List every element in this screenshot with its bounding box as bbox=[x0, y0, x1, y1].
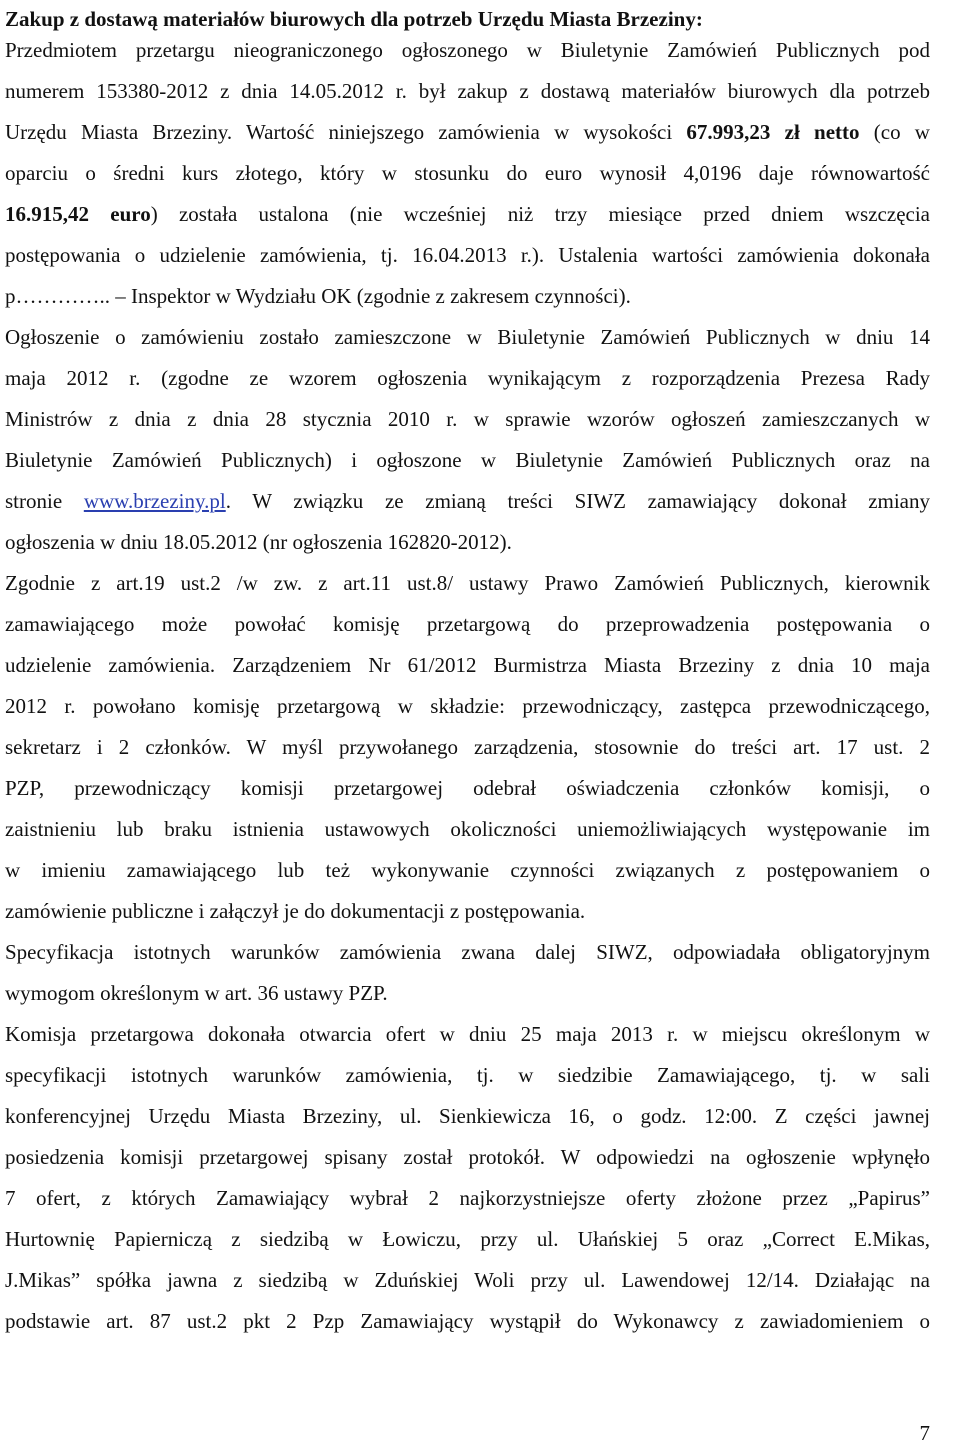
text-line bbox=[5, 194, 930, 235]
text-segment: Ministrów z dnia z dnia 28 stycznia 2010 r. w sprawie wzorów ogłoszeń zamieszczanych w bbox=[5, 407, 930, 431]
text-line bbox=[5, 1096, 930, 1137]
text-line bbox=[5, 440, 930, 481]
text-segment: wymogom określonym w art. 36 ustawy PZP. bbox=[5, 981, 388, 1005]
text-line bbox=[5, 112, 930, 153]
text-segment: podstawie art. 87 ust.2 pkt 2 Pzp Zamawiający wystąpił do Wykonawcy z zawiadomieniem o bbox=[5, 1309, 930, 1333]
text-line bbox=[5, 1014, 930, 1055]
text-line bbox=[5, 1301, 930, 1342]
text-line bbox=[5, 645, 930, 686]
text-line bbox=[5, 932, 930, 973]
text-segment: Komisja przetargowa dokonała otwarcia ofert w dniu 25 maja 2013 r. w miejscu określonym w bbox=[5, 1022, 930, 1046]
text-segment: zamawiającego może powołać komisję przetargową do przeprowadzenia postępowania o bbox=[5, 612, 930, 636]
text-line bbox=[5, 891, 930, 932]
page-number: 7 bbox=[919, 1421, 930, 1445]
text-line bbox=[5, 481, 930, 522]
text-segment: 7 ofert, z których Zamawiający wybrał 2 najkorzystniejsze oferty złożone przez „Papirus” bbox=[5, 1186, 930, 1210]
text-line bbox=[5, 30, 930, 71]
text-segment: ogłoszenia w dniu 18.05.2012 (nr ogłoszenia 162820-2012). bbox=[5, 530, 512, 554]
text-segment: postępowania o udzielenie zamówienia, tj. 16.04.2013 r.). Ustalenia wartości zamówienia dokonała bbox=[5, 243, 930, 267]
text-line bbox=[5, 153, 930, 194]
text-segment: zaistnieniu lub braku istnienia ustawowych okoliczności uniemożliwiających występowanie im bbox=[5, 817, 930, 841]
euro-value-text: 16.915,42 euro bbox=[5, 202, 151, 226]
text-segment: PZP, przewodniczący komisji przetargowej odebrał oświadczenia członków komisji, o bbox=[5, 776, 930, 800]
text-segment: ) została ustalona (nie wcześniej niż trzy miesiące przed dniem wszczęcia bbox=[150, 202, 930, 226]
text-segment: p………….. – Inspektor w Wydziału OK (zgodnie z zakresem czynności). bbox=[5, 284, 631, 308]
text-line bbox=[5, 235, 930, 276]
text-line bbox=[5, 1260, 930, 1301]
text-segment: J.Mikas” spółka jawna z siedzibą w Zduńskiej Woli przy ul. Lawendowej 12/14. Działając na bbox=[5, 1268, 930, 1292]
text-segment: Przedmiotem przetargu nieograniczonego ogłoszonego w Biuletynie Zamówień Publicznych pod bbox=[5, 38, 930, 62]
text-segment: specyfikacji istotnych warunków zamówienia, tj. w siedzibie Zamawiającego, tj. w sali bbox=[5, 1063, 930, 1087]
text-segment: (co w bbox=[859, 120, 930, 144]
website-link[interactable]: www.brzeziny.pl bbox=[83, 489, 226, 513]
text-line bbox=[5, 809, 930, 850]
text-line bbox=[5, 1219, 930, 1260]
text-segment: Urzędu Miasta Brzeziny. Wartość niniejszego zamówienia w wysokości bbox=[5, 120, 687, 144]
text-line bbox=[5, 604, 930, 645]
text-segment: w imieniu zamawiającego lub też wykonywanie czynności związanych z postępowaniem o bbox=[5, 858, 930, 882]
text-line bbox=[5, 1055, 930, 1096]
text-segment: Zgodnie z art.19 ust.2 /w zw. z art.11 ust.8/ ustawy Prawo Zamówień Publicznych, kierownik bbox=[5, 571, 930, 595]
text-segment: . W związku ze zmianą treści SIWZ zamawiający dokonał zmiany bbox=[225, 489, 930, 513]
text-segment: posiedzenia komisji przetargowej spisany został protokół. W odpowiedzi na ogłoszenie wpłynęło bbox=[5, 1145, 930, 1169]
text-line bbox=[5, 973, 930, 1014]
text-line bbox=[5, 686, 930, 727]
text-segment: 2012 r. powołano komisję przetargową w składzie: przewodniczący, zastępca przewodniczącego, bbox=[5, 694, 930, 718]
text-line bbox=[5, 727, 930, 768]
text-line bbox=[5, 71, 930, 112]
text-segment: konferencyjnej Urzędu Miasta Brzeziny, ul. Sienkiewicza 16, o godz. 12:00. Z części jawnej bbox=[5, 1104, 930, 1128]
text-segment: numerem 153380-2012 z dnia 14.05.2012 r. był zakup z dostawą materiałów biurowych dla potrzeb bbox=[5, 79, 930, 103]
text-segment: maja 2012 r. (zgodne ze wzorem ogłoszenia wynikającym z rozporządzenia Prezesa Rady bbox=[5, 366, 930, 390]
text-segment: stronie bbox=[5, 489, 84, 513]
text-line bbox=[5, 768, 930, 809]
text-line bbox=[5, 1178, 930, 1219]
text-segment: oparciu o średni kurs złotego, który w stosunku do euro wynosił 4,0196 daje równowartość bbox=[5, 161, 930, 185]
text-line bbox=[5, 1137, 930, 1178]
text-segment: zamówienie publiczne i załączył je do dokumentacji z postępowania. bbox=[5, 899, 586, 923]
text-line bbox=[5, 399, 930, 440]
text-line bbox=[5, 358, 930, 399]
text-segment: Hurtownię Papierniczą z siedzibą w Łowiczu, przy ul. Ułańskiej 5 oraz „Correct E.Mikas, bbox=[5, 1227, 930, 1251]
net-value-text: 67.993,23 zł netto bbox=[686, 120, 860, 144]
text-segment: Ogłoszenie o zamówieniu zostało zamieszczone w Biuletynie Zamówień Publicznych w dniu 14 bbox=[5, 325, 930, 349]
text-segment: sekretarz i 2 członków. W myśl przywołanego zarządzenia, stosownie do treści art. 17 ust. 2 bbox=[5, 735, 930, 759]
text-line bbox=[5, 522, 930, 563]
text-line bbox=[5, 563, 930, 604]
text-segment: Specyfikacja istotnych warunków zamówienia zwana dalej SIWZ, odpowiadała obligatoryjnym bbox=[5, 940, 930, 964]
text-line bbox=[5, 276, 930, 317]
text-segment: udzielenie zamówienia. Zarządzeniem Nr 61/2012 Burmistrza Miasta Brzeziny z dnia 10 maja bbox=[5, 653, 930, 677]
text-line bbox=[5, 850, 930, 891]
text-segment: Biuletynie Zamówień Publicznych) i ogłoszone w Biuletynie Zamówień Publicznych oraz na bbox=[5, 448, 930, 472]
text-line bbox=[5, 317, 930, 358]
title-text: Zakup z dostawą materiałów biurowych dla potrzeb Urzędu Miasta Brzeziny: bbox=[5, 7, 703, 31]
